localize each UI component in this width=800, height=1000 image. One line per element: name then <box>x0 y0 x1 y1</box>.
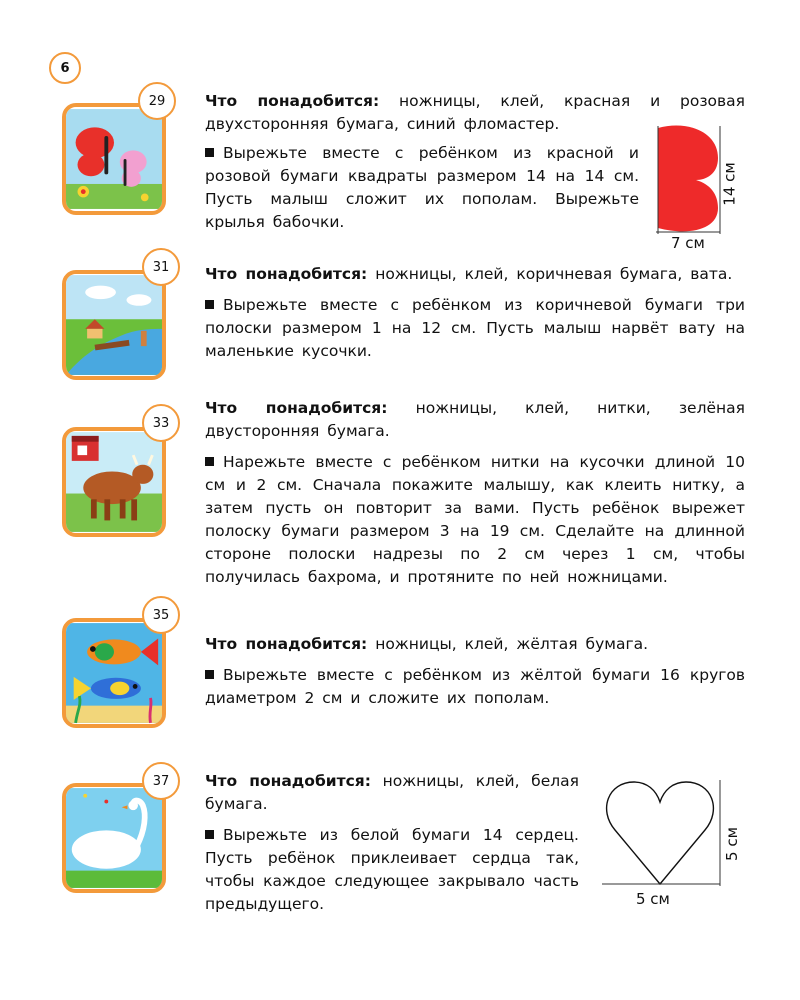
landscape-illustration <box>66 274 162 376</box>
width-label: 5 см <box>636 890 670 908</box>
activity-number-badge: 33 <box>142 404 180 442</box>
bullet-square-icon <box>205 300 214 309</box>
yak-illustration <box>66 431 162 533</box>
butterfly-illustration <box>66 107 162 211</box>
yak-craft-thumbnail <box>62 427 166 537</box>
section-35-text <box>205 633 745 718</box>
bullet-square-icon <box>205 457 214 466</box>
needs-label: Что понадобится: <box>205 265 368 283</box>
instructions-text: Нарежьте вместе с ребёнком нитки на кусочки длиной 10 см и 2 см. Сначала покажите малышу, как клеить нитку, а затем пусть он повторит за вами. Пусть ребёнок вырежет полоску бумаги размером 3 на 19 см. Сделайте на длинной стороне полоски надрезы по 2 см через 1 см, чтобы получилась бахрома, и протяните по ней ножницами. <box>205 453 745 586</box>
instructions-text: Вырежьте из белой бумаги 14 сердец. Пусть ребёнок приклеивает сердца так, чтобы каждое следующее закрывало часть предыдущего. <box>205 826 579 913</box>
section-31-text <box>205 263 745 371</box>
section-33-text <box>205 397 745 597</box>
needs-label: Что понадобится: <box>205 399 388 417</box>
instructions-text: Вырежьте вместе с ребёнком из жёлтой бумаги 16 кругов диаметром 2 см и сложите их пополам. <box>205 666 745 707</box>
swan-illustration <box>66 787 162 889</box>
section-29-instructions <box>205 142 639 242</box>
height-label: 5 см <box>722 827 741 861</box>
width-label: 7 см <box>671 234 705 252</box>
section-37-text <box>205 770 579 924</box>
needs-label: Что понадобится: <box>205 635 368 653</box>
heart-outline-shape <box>607 782 714 884</box>
needs-text: ножницы, клей, белая бумага. <box>205 772 579 813</box>
activity-number-badge: 31 <box>142 248 180 286</box>
butterfly-craft-thumbnail <box>62 103 166 215</box>
activity-number-badge: 29 <box>138 82 176 120</box>
landscape-craft-thumbnail <box>62 270 166 380</box>
heart-outline-diagram <box>600 776 730 892</box>
needs-text: ножницы, клей, красная и розовая двухсторонняя бумага, синий фломастер. <box>205 92 745 133</box>
bullet-square-icon <box>205 148 214 157</box>
instructions-text: Вырежьте вместе с ребёнком из красной и розовой бумаги квадраты размером 14 на 14 см. Пусть малыш сложит их пополам. Вырежьте крылья бабочки. <box>205 144 639 231</box>
bullet-square-icon <box>205 670 214 679</box>
red-half-heart-shape <box>658 126 718 232</box>
bullet-square-icon <box>205 830 214 839</box>
fish-craft-thumbnail <box>62 618 166 728</box>
activity-number-badge: 35 <box>142 596 180 634</box>
needs-label: Что понадобится: <box>205 92 380 110</box>
half-heart-diagram <box>648 124 728 236</box>
height-label: 14 см <box>720 162 739 206</box>
page-number: 6 <box>49 52 81 84</box>
instructions-text: Вырежьте вместе с ребёнком из коричневой бумаги три полоски размером 1 на 12 см. Пусть малыш нарвёт вату на маленькие кусочки. <box>205 296 745 360</box>
fish-illustration <box>66 622 162 724</box>
swan-craft-thumbnail <box>62 783 166 893</box>
activity-number-badge: 37 <box>142 762 180 800</box>
needs-label: Что понадобится: <box>205 772 371 790</box>
needs-text: ножницы, клей, нитки, зелёная двусторонняя бумага. <box>205 399 745 440</box>
needs-text: ножницы, клей, коричневая бумага, вата. <box>367 265 733 283</box>
needs-text: ножницы, клей, жёлтая бумага. <box>367 635 649 653</box>
